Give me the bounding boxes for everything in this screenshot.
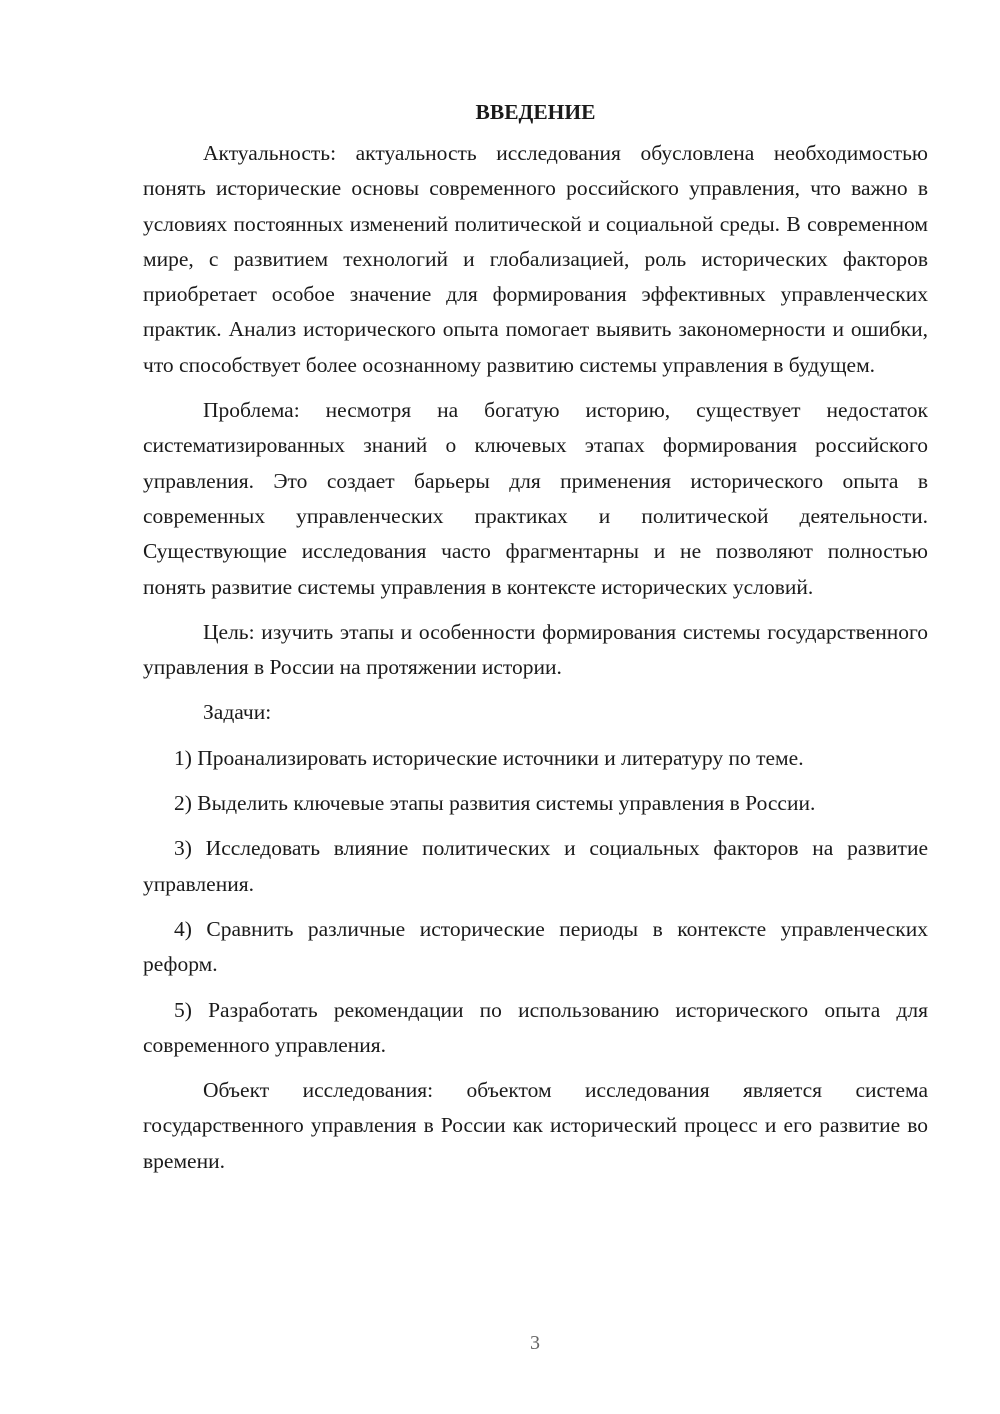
relevance-paragraph: Актуальность: актуальность исследования обусловлена необходимостью понять исторические основы современного российского управления, что важно в условиях постоянных изменений политической и социальной среды. В современном мире, с развитием технологий и глобализацией, роль исторических факторов приобретает особое значение для формирования эффективных управленческих практик. Анализ исторического опыта помогает выявить закономерности и ошибки, что способствует более осознанному развитию системы управления в будущем. xyxy=(143,141,928,377)
task-item-4: 4) Сравнить различные исторические периоды в контексте управленческих реформ. xyxy=(143,916,928,977)
tasks-heading: Задачи: xyxy=(203,700,272,725)
page-number: 3 xyxy=(530,1332,540,1354)
goal-paragraph: Цель: изучить этапы и особенности формирования системы государственного управления в России на протяжении истории. xyxy=(143,619,928,680)
page-content xyxy=(143,96,928,1189)
task-item-1: 1) Проанализировать исторические источники и литературу по теме. xyxy=(174,745,804,770)
section-title: ВВЕДЕНИЕ xyxy=(475,100,596,124)
task-item-3: 3) Исследовать влияние политических и социальных факторов на развитие управления. xyxy=(143,836,928,896)
problem-paragraph: Проблема: несмотря на богатую историю, существует недостаток систематизированных знаний о ключевых этапах формирования российского управления. Это создает барьеры для применения исторического опыта в современных управленческих практиках и политической деятельности. Существующие исследования часто фрагментарны и не позволяют полностью понять развитие системы управления в контексте исторических условий. xyxy=(143,398,928,599)
task-item-5: 5) Разработать рекомендации по использованию исторического опыта для современного управления. xyxy=(143,997,928,1057)
object-paragraph: Объект исследования: объектом исследования является система государственного управления в России как исторический процесс и его развитие во времени. xyxy=(143,1078,928,1173)
task-item-2: 2) Выделить ключевые этапы развития системы управления в России. xyxy=(174,791,816,816)
